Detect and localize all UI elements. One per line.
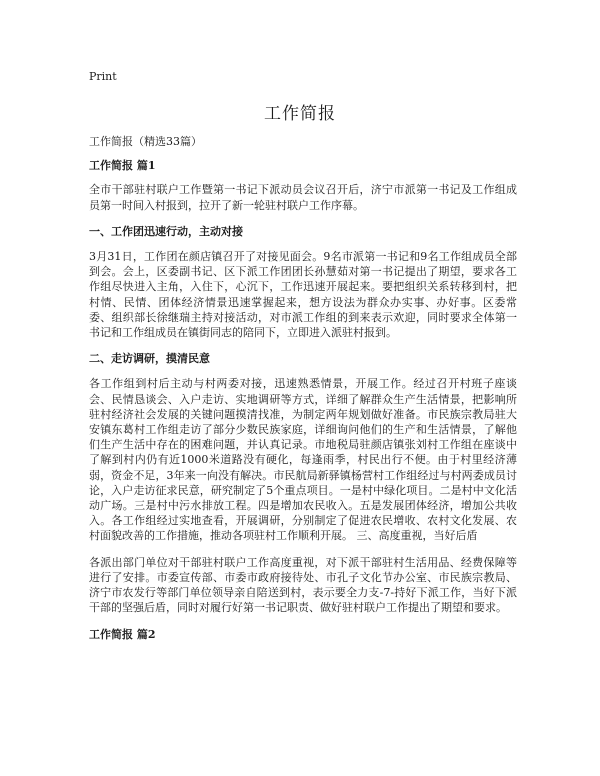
- print-link[interactable]: Print: [89, 70, 117, 83]
- subsection-paragraph-3: 各派出部门单位对干部驻村联户工作高度重视，对下派干部驻村生活用品、经费保障等进行了安排。市委宣传部、市委市政府接待处、市孔子文化节办公室、市民族宗教局、济宁市农发行等部门单位领导亲自陪送到村，表示要全力支-7-持好下派工作，当好下派干部的坚强后盾，同时对履行好第一书记职责、做好驻村联户工作提出了期望和要求。: [89, 555, 517, 615]
- document-subtitle: 工作简报（精选33篇）: [89, 135, 202, 148]
- subsection-heading-2: 二、走访调研，摸清民意: [89, 352, 210, 366]
- section-intro-paragraph: 全市干部驻村联户工作暨第一书记下派动员会议召开后，济宁市派第一书记及工作组成员第一时间入村报到，拉开了新一轮驻村联户工作序幕。: [89, 183, 517, 212]
- page-title: 工作简报: [264, 104, 336, 124]
- section-heading-2: 工作简报 篇2: [89, 628, 156, 642]
- subsection-paragraph-1: 3月31日，工作团在颜店镇召开了对接见面会。9名市派第一书记和9名工作组成员全部到会。会上，区委副书记、区下派工作团团长孙慧茹对第一书记提出了期望，要求各工作组尽快进入主角，入住下，心沉下，工作迅速开展起来。要把组织关系转移到村，把村情、民情、团体经济情景迅速掌握起来，想方设法为群众办实事、办好事。区委常委、组织部长徐继瑞主持对接活动，对市派工作组的到来表示欢迎，同时要求全体第一书记和工作组成员在镇街同志的陪同下，立即进入派驻村报到。: [89, 250, 517, 340]
- section-heading-1: 工作简报 篇1: [89, 159, 156, 173]
- subsection-paragraph-2: 各工作组到村后主动与村两委对接，迅速熟悉情景，开展工作。经过召开村班子座谈会、民情恳谈会、入户走访、实地调研等方式，详细了解群众生产生活情景，把影响所驻村经济社会发展的关键问题摸清找准，为制定两年规划做好准备。市民族宗教局驻大安镇东葛村工作组走访了部分少数民族家庭，详细询问他们的生产和生活情景，了解他们生产生活中存在的困难问题，并认真记录。市地税局驻颜店镇张刘村工作组在座谈中了解到村内仍有近1000米道路没有硬化，每逢雨季，村民出行不便。由于村里经济薄弱，资金不足，3年来一向没有解决。市民航局新驿镇杨营村工作组经过与村两委成员讨论，入户走访征求民意，研究制定了5个重点项目。一是村中绿化项目。二是村中文化活动广场。三是村中污水排放工程。四是增加农民收入。五是发展团体经济，增加公共收入。各工作组经过实地查看，开展调研，分别制定了促进农民增收、农村文化发展、农村面貌改善的工作措施，推动各项驻村工作顺利开展。 三、高度重视，当好后盾: [89, 377, 517, 543]
- subsection-heading-1: 一、工作团迅速行动，主动对接: [89, 224, 243, 238]
- document-body: [89, 134, 517, 652]
